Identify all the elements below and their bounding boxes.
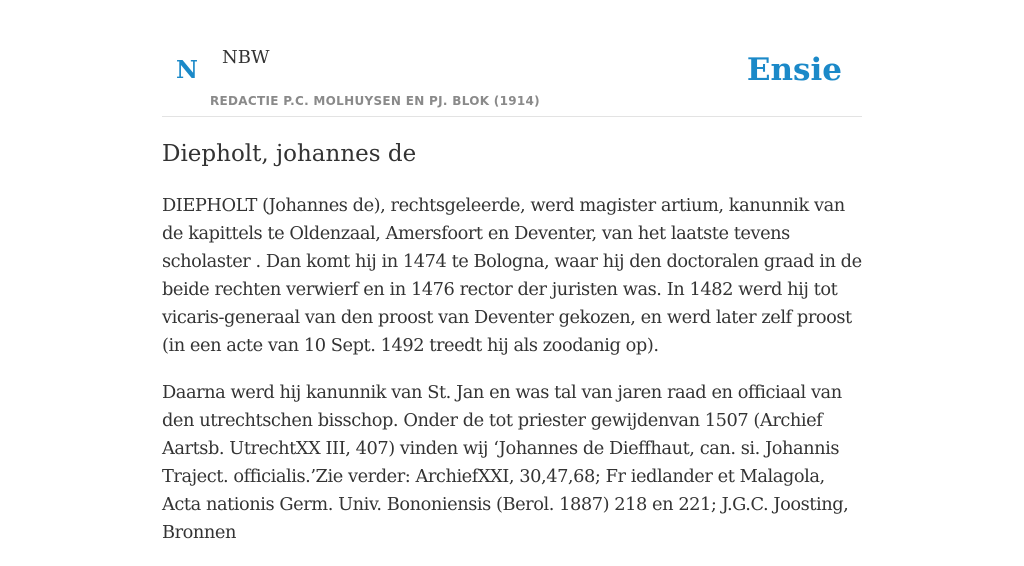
- source-logo: N: [176, 55, 198, 84]
- article-paragraph: DIEPHOLT (Johannes de), rechtsgeleerde, werd magister artium, kanunnik van de kapittels te Oldenzaal, Amersfoort en Deventer, van het laatste tevens scholaster . Dan komt hij in 1474 te Bologna, waar hij den doctoralen graad in de beide rechten verwierf en in 1476 rector der juristen was. In 1482 werd hij tot vicaris-generaal van den proost van Deventer gekozen, en werd later zelf proost (in een acte van 10 Sept. 1492 treedt hij als zoodanig op).: [162, 195, 862, 356]
- source-header: [162, 0, 862, 117]
- article-body: [162, 192, 862, 566]
- source-name[interactable]: NBW: [222, 47, 270, 68]
- article-paragraph: Daarna werd hij kanunnik van St. Jan en was tal van jaren raad en officiaal van den utrechtschen bisschop. Onder de tot priester gewijdenvan 1507 (Archief Aartsb. UtrechtXX III, 407) vinden wij ‘Johannes de Dieffhaut, can. si. Johannis Traject. officialis.’Zie verder: ArchiefXXI, 30,47,68; Fr iedlander et Malagola, Acta nationis Germ. Univ. Bononiensis (Berol. 1887) 218 en 221; J.G.C. Joosting, Bronnen: [162, 382, 849, 543]
- article-title: Diepholt, johannes de: [162, 141, 417, 167]
- source-editors: REDACTIE P.C. MOLHUYSEN EN PJ. BLOK (1914): [210, 94, 540, 108]
- brand-logo-link[interactable]: Ensie: [746, 52, 842, 88]
